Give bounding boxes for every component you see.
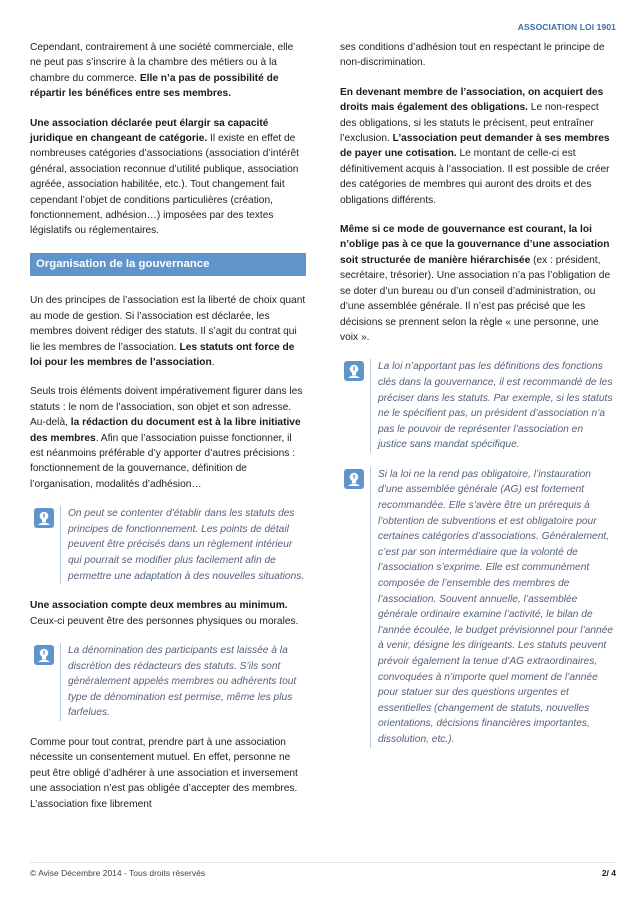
paragraph-bold: la rédaction du document est à la libre initiative des membres <box>30 417 301 444</box>
paragraph-text: Le non-respect des obligations, si les statuts le précisent, peut entraîner l’exclusion. <box>340 102 599 145</box>
paragraph-text: Le montant de celle-ci est définitivement acquis à l’association. Il est possible de créer des catégories de membres qui auront des droits et des obligations différents. <box>340 148 610 206</box>
paragraph-text: Cependant, contrairement à une société commerciale, elle ne peut pas s’inscrire à la chambre des métiers ou à la chambre du commerce. <box>30 42 294 84</box>
footer-divider <box>30 862 616 863</box>
paragraph-text: Il existe en effet de nombreuses catégories d’associations (association d’intérêt général, association reconnue d’utilité publique, association agréée, association habilitée, etc.). Tout changement fait cependant l’objet de conditions particulières (création, fonctionnement, adhésion…) imposées par des textes législatifs ou réglementaires. <box>30 133 299 237</box>
paragraph-bold: Les statuts ont force de loi pour les membres de l’association <box>30 341 295 368</box>
section-title: Organisation de la gouvernance <box>30 253 306 276</box>
lightbulb-head-icon <box>34 645 54 665</box>
paragraph-text: Comme pour tout contrat, prendre part à une association nécessite un consentement mutuel. En effet, personne ne peut être obligé d’adhérer à une association et inversement une association n’est pas obligée d’accepter des membres. L’association fixe librement <box>30 736 298 810</box>
paragraph-bold: Une association compte deux membres au minimum. <box>30 600 288 612</box>
paragraph-text: ses conditions d’adhésion tout en respectant le principe de non-discrimination. <box>340 42 605 69</box>
paragraph-text: Ceux-ci peuvent être des personnes physiques ou morales. <box>30 615 299 627</box>
paragraph <box>340 222 614 345</box>
note-box <box>30 506 306 584</box>
header-tag: ASSOCIATION LOI 1901 <box>517 22 616 32</box>
note-text: Si la loi ne la rend pas obligatoire, l’instauration d’une assemblée générale (AG) est fortement recommandée. Elle s’avère être un prérequis à l’obtention de subventions et est obligatoire pour certaines catégories d’associations. Généralement, c’est par son intermédiaire que la volonté de l’association s’exprime. Elle est communément composée de l’ensemble des membres de l’association. Souvent annuelle, l’assemblée générale ordinaire examine l’activité, le bilan de l’année écoulée, le budget prévisionnel pour l’année à venir, désigne les dirigeants. Les statuts peuvent prévoir également la tenue d’AG extraordinaires, convoquées à n’importe quel moment de l’année pour statuer sur des questions urgentes et essentielles (changement de statuts, nouvelles orientations, décisions financières importantes, dissolution, etc.). <box>370 467 614 748</box>
paragraph-bold: En devenant membre de l’association, on acquiert des droits mais également des obligations. <box>340 86 604 114</box>
paragraph-bold: L’association peut demander à ses membres de payer une cotisation. <box>340 133 610 160</box>
paragraph <box>30 40 306 102</box>
lightbulb-head-icon <box>34 508 54 528</box>
lightbulb-head-icon <box>344 361 364 381</box>
paragraph-bold: Elle n’a pas de possibilité de répartir les bénéfices entre ses membres. <box>30 72 279 100</box>
paragraph <box>30 384 306 492</box>
note-text: On peut se contenter d’établir dans les statuts des principes de fonctionnement. Les points de détail peuvent être précisés dans un règlement intérieur qui pourrait se modifier plus facilement afin de permettre une adaptation à des nouvelles situations. <box>60 506 306 584</box>
right-column <box>340 40 614 762</box>
paragraph-bold: Une association déclarée peut élargir sa capacité juridique en changeant de catégorie. <box>30 117 269 145</box>
note-text: La loi n’apportant pas les définitions des fonctions clés dans la gouvernance, il est recommandé de les préciser dans les statuts. Par exemple, si les statuts ne le spécifient pas, un président d’association n’a pas le pouvoir de représenter l’association en justice sans mandat spécifique. <box>370 359 614 453</box>
paragraph <box>30 598 306 629</box>
paragraph-text: (ex : président, secrétaire, trésorier). Une association n’a pas l’obligation de se doter d’un bureau ou d’un conseil d’administration, ou d’une assemblée générale. Il n’est pas précisé que les décisions se prennent selon la règle « une personne, une voix ». <box>340 254 611 343</box>
paragraph <box>30 735 306 812</box>
paragraph-text: Un des principes de l’association est la liberté de choix quant au mode de gestion. Si l’association est déclarée, les membres doivent rédiger des statuts. Il s’agit du contrat qui lie les membres de l’association. <box>30 295 306 353</box>
note-box <box>340 467 614 748</box>
paragraph <box>340 40 614 71</box>
note-box <box>340 359 614 453</box>
paragraph-text: Seuls trois éléments doivent impérativement figurer dans les statuts : le nom de l’association, son objet et son adresse. Au-delà, <box>30 386 303 429</box>
lightbulb-head-icon <box>344 469 364 489</box>
paragraph-text: . Afin que l’association puisse fonctionner, il est néanmoins préférable d’y apporter d’autres précisions : fonctionnement de la gouvernance, définition de l’organisation, modalités d’adhésion… <box>30 432 296 490</box>
left-column <box>30 40 306 826</box>
note-box <box>30 643 306 721</box>
paragraph <box>30 293 306 370</box>
paragraph <box>30 116 306 239</box>
note-text: La dénomination des participants est laissée à la discrétion des rédacteurs des statuts. S’ils sont généralement appelés membres ou adhérents tout type de dénomination est permise, même les plus farfelues. <box>60 643 306 721</box>
page-number: 2/ 4 <box>601 868 616 878</box>
paragraph <box>340 85 614 208</box>
paragraph-text: . <box>211 356 215 368</box>
paragraph-bold: Même si ce mode de gouvernance est courant, la loi n’oblige pas à ce que la gouvernance d’une association soit structurée de manière hiérarchisée <box>340 224 610 266</box>
footer-copyright: © Avise Décembre 2014 - Tous droits réservés <box>30 868 206 878</box>
